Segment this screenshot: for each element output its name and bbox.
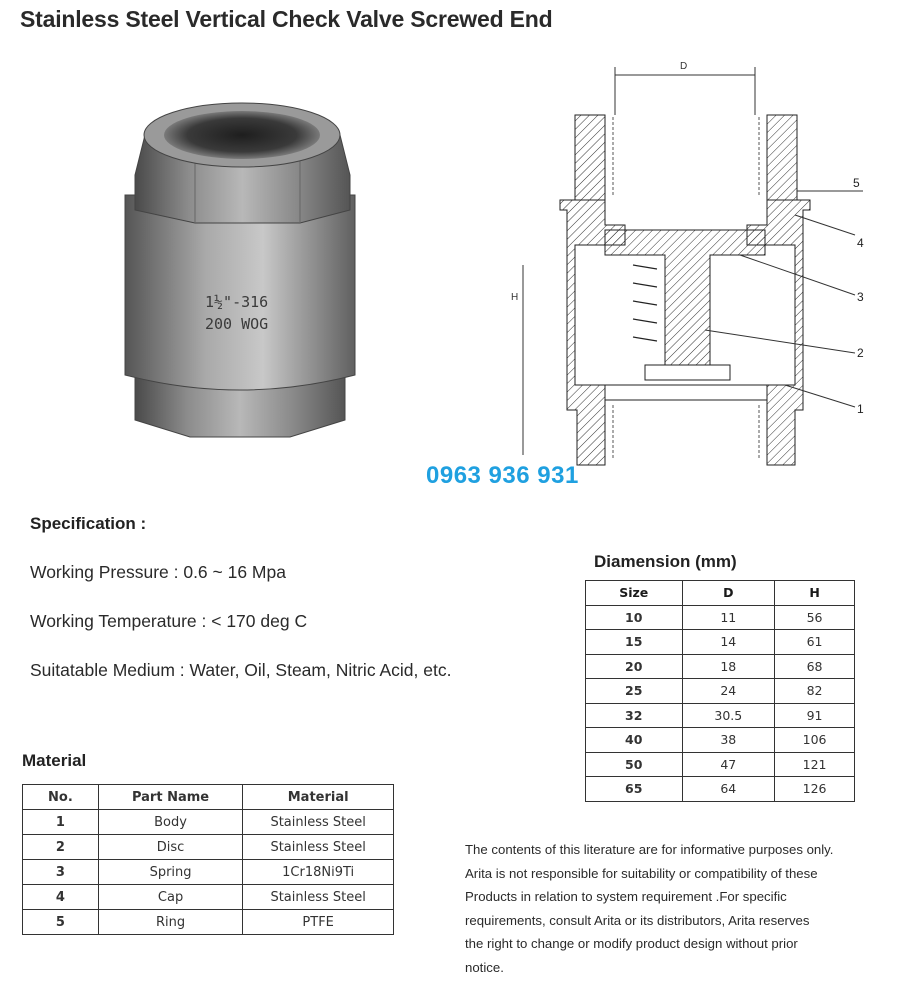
cell-h: 106 bbox=[775, 728, 855, 753]
material-header-row bbox=[23, 785, 394, 810]
spec-suitable-medium: Suitatable Medium : Water, Oil, Steam, Nitric Acid, etc. bbox=[30, 660, 452, 680]
callout-1: 1 bbox=[857, 402, 864, 416]
cell-material: Stainless Steel bbox=[243, 885, 394, 910]
cell-part-name: Body bbox=[98, 810, 243, 835]
material-header-material: Material bbox=[243, 785, 394, 810]
cell-part-name: Ring bbox=[98, 910, 243, 935]
cell-d: 64 bbox=[682, 777, 775, 802]
table-row bbox=[586, 630, 855, 655]
cell-size: 10 bbox=[586, 605, 683, 630]
cell-d: 11 bbox=[682, 605, 775, 630]
table-row bbox=[23, 835, 394, 860]
cell-no: 4 bbox=[23, 885, 99, 910]
disclaimer-line: Products in relation to system requirement .For specific bbox=[465, 889, 787, 904]
cell-d: 14 bbox=[682, 630, 775, 655]
dimension-d-label: D bbox=[680, 61, 688, 72]
material-header-no: No. bbox=[23, 785, 99, 810]
disclaimer-line: the right to change or modify product design without prior bbox=[465, 936, 798, 951]
material-heading: Material bbox=[22, 751, 87, 770]
cell-h: 68 bbox=[775, 654, 855, 679]
specification-heading: Specification : bbox=[30, 514, 147, 533]
cell-size: 25 bbox=[586, 679, 683, 704]
cell-h: 91 bbox=[775, 703, 855, 728]
callout-2: 2 bbox=[857, 346, 864, 360]
cell-no: 5 bbox=[23, 910, 99, 935]
callout-4: 4 bbox=[857, 236, 864, 250]
cell-material: Stainless Steel bbox=[243, 810, 394, 835]
engraving-line-1: 1½"-316 bbox=[205, 293, 269, 311]
table-row bbox=[586, 777, 855, 802]
disclaimer-line: Arita is not responsible for suitability or compatibility of these bbox=[465, 865, 818, 881]
cell-d: 24 bbox=[682, 679, 775, 704]
table-row bbox=[586, 728, 855, 753]
cell-d: 30.5 bbox=[682, 703, 775, 728]
disclaimer-line: requirements, consult Arita or its distributors, Arita reserves bbox=[465, 912, 810, 928]
phone-number[interactable]: 0963 936 931 bbox=[426, 462, 579, 489]
cell-h: 82 bbox=[775, 679, 855, 704]
cell-material: 1Cr18Ni9Ti bbox=[243, 860, 394, 885]
valve-photo bbox=[100, 75, 380, 445]
cell-size: 65 bbox=[586, 777, 683, 802]
cell-no: 1 bbox=[23, 810, 99, 835]
table-row bbox=[586, 752, 855, 777]
spec-working-pressure: Working Pressure : 0.6 ~ 16 Mpa bbox=[30, 562, 286, 582]
material-table bbox=[22, 784, 394, 935]
cell-no: 3 bbox=[23, 860, 99, 885]
cell-size: 20 bbox=[586, 654, 683, 679]
table-row bbox=[23, 860, 394, 885]
cell-h: 61 bbox=[775, 630, 855, 655]
cell-no: 2 bbox=[23, 835, 99, 860]
cell-d: 38 bbox=[682, 728, 775, 753]
cell-size: 32 bbox=[586, 703, 683, 728]
cell-h: 56 bbox=[775, 605, 855, 630]
dimension-header-size: Size bbox=[586, 581, 683, 606]
disclaimer-line: notice. bbox=[465, 959, 504, 975]
valve-cross-section-drawing bbox=[505, 55, 885, 485]
spec-working-temperature: Working Temperature : < 170 deg C bbox=[30, 611, 308, 631]
cell-part-name: Spring bbox=[98, 860, 243, 885]
dimension-heading: Diamension (mm) bbox=[594, 552, 737, 571]
table-row bbox=[23, 910, 394, 935]
table-row bbox=[586, 654, 855, 679]
table-row bbox=[586, 679, 855, 704]
dimension-table bbox=[585, 580, 855, 802]
dimension-header-row bbox=[586, 581, 855, 606]
dimension-header-h: H bbox=[775, 581, 855, 606]
cell-part-name: Disc bbox=[98, 835, 243, 860]
cell-d: 47 bbox=[682, 752, 775, 777]
dimension-h-label: H bbox=[511, 292, 519, 303]
disclaimer-text bbox=[465, 838, 915, 979]
cell-part-name: Cap bbox=[98, 885, 243, 910]
callout-3: 3 bbox=[857, 290, 864, 304]
cell-h: 126 bbox=[775, 777, 855, 802]
cell-size: 40 bbox=[586, 728, 683, 753]
cell-d: 18 bbox=[682, 654, 775, 679]
cell-h: 121 bbox=[775, 752, 855, 777]
dimension-header-d: D bbox=[682, 581, 775, 606]
table-row bbox=[23, 810, 394, 835]
page-title: Stainless Steel Vertical Check Valve Screwed End bbox=[20, 6, 553, 32]
engraving-line-2: 200 WOG bbox=[205, 315, 269, 333]
cell-material: Stainless Steel bbox=[243, 835, 394, 860]
cell-material: PTFE bbox=[243, 910, 394, 935]
table-row bbox=[586, 605, 855, 630]
disclaimer-line: The contents of this literature are for informative purposes only. bbox=[465, 842, 834, 857]
callout-5: 5 bbox=[853, 176, 860, 190]
cell-size: 50 bbox=[586, 752, 683, 777]
cell-size: 15 bbox=[586, 630, 683, 655]
table-row bbox=[586, 703, 855, 728]
table-row bbox=[23, 885, 394, 910]
material-header-part-name: Part Name bbox=[98, 785, 243, 810]
